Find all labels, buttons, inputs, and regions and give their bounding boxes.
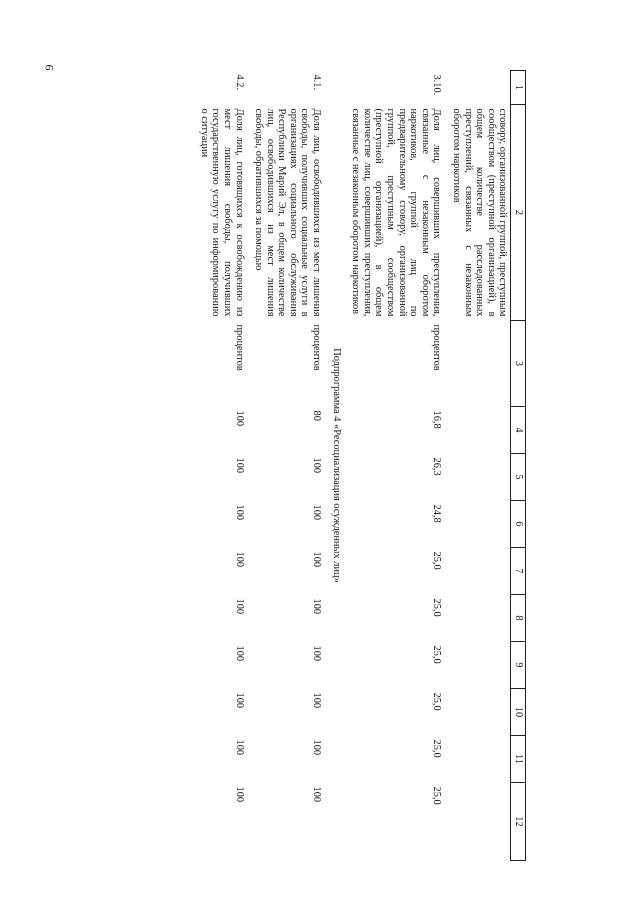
column-header-7: 7 — [511, 548, 526, 595]
value-cell: 100 — [233, 457, 245, 474]
value-cell: 100 — [311, 739, 323, 756]
header-row — [511, 71, 526, 861]
value-cell: 100 — [311, 551, 323, 568]
value-cell: 25,0 — [431, 645, 443, 664]
column-header-4: 4 — [511, 407, 526, 454]
column-header-11: 11 — [511, 736, 526, 783]
value-cell: 16,8 — [431, 410, 443, 429]
page-number: 6 — [42, 64, 57, 71]
value-cell: 100 — [233, 598, 245, 615]
indicator-description: сговору, организованной группой, преступным сообществом (преступной организацией), в общем количестве расследованных преступлений, связанных с незаконным оборотом наркотиков — [451, 108, 509, 317]
indicator-description: Доля лиц, совершивших преступления, связанные с незаконным оборотом наркотиков, группой лиц по предварительному сговору, организованной группой, преступным сообществом (преступной организацией), в общем количестве лиц, совершивших преступления, связанные с незаконным оборотом наркотиков — [350, 108, 443, 317]
value-cell: 24,8 — [431, 504, 443, 523]
value-cell: 25,0 — [431, 598, 443, 617]
value-cell — [444, 454, 510, 501]
value-cell — [444, 689, 510, 736]
table-row — [444, 71, 510, 861]
subprogram-title: Подпрограмма 4 «Ресоциализация осужденных лиц» — [330, 348, 342, 583]
value-cell: 100 — [233, 410, 245, 427]
value-cell: 100 — [311, 504, 323, 521]
unit-of-measure: процентов — [431, 324, 443, 371]
value-cell: 80 — [311, 410, 323, 421]
value-cell — [444, 548, 510, 595]
column-header-1: 1 — [511, 71, 526, 105]
value-cell: 25,0 — [431, 692, 443, 711]
value-cell: 100 — [311, 457, 323, 474]
table-row — [344, 71, 445, 861]
unit-of-measure: процентов — [233, 324, 245, 371]
row-number — [444, 71, 510, 105]
column-header-10: 10 — [511, 689, 526, 736]
unit-of-measure — [444, 321, 510, 407]
value-cell — [444, 501, 510, 548]
value-cell: 100 — [311, 786, 323, 803]
value-cell: 26,3 — [431, 457, 443, 476]
column-header-3: 3 — [511, 321, 526, 407]
value-cell — [444, 595, 510, 642]
column-header-5: 5 — [511, 454, 526, 501]
value-cell: 25,0 — [431, 551, 443, 570]
row-number: 4.2. — [233, 74, 245, 91]
value-cell: 25,0 — [431, 739, 443, 758]
value-cell: 100 — [311, 692, 323, 709]
row-number: 3.10. — [431, 74, 443, 96]
column-header-12: 12 — [511, 783, 526, 861]
value-cell: 100 — [233, 692, 245, 709]
value-cell — [444, 783, 510, 861]
table-row — [247, 71, 325, 861]
value-cell: 25,0 — [431, 786, 443, 805]
subprogram-row — [324, 71, 344, 861]
value-cell — [444, 407, 510, 454]
value-cell: 100 — [233, 739, 245, 756]
column-header-2: 2 — [511, 105, 526, 321]
unit-of-measure: процентов — [311, 324, 323, 371]
table-row — [192, 71, 246, 861]
column-header-9: 9 — [511, 642, 526, 689]
indicators-table — [192, 70, 526, 861]
value-cell: 100 — [233, 551, 245, 568]
indicator-description: Доля лиц, освободившихся из мест лишения свободы, получивших социальные услуги в организациях социального обслуживания Республики Марий Эл, в общем количестве лиц, освободившихся из мест лишения свободы, обратившихся за помощью — [253, 108, 323, 317]
value-cell: 100 — [311, 645, 323, 662]
indicator-description: Доля лиц, готовящихся к освобождению из мест лишения свободы, получивших государственную услугу по информированию о ситуации — [198, 108, 245, 317]
value-cell: 100 — [233, 645, 245, 662]
value-cell — [444, 736, 510, 783]
value-cell: 100 — [311, 598, 323, 615]
value-cell: 100 — [233, 786, 245, 803]
row-number: 4.1. — [311, 74, 323, 91]
value-cell — [444, 642, 510, 689]
column-header-8: 8 — [511, 595, 526, 642]
value-cell: 100 — [233, 504, 245, 521]
column-header-6: 6 — [511, 501, 526, 548]
